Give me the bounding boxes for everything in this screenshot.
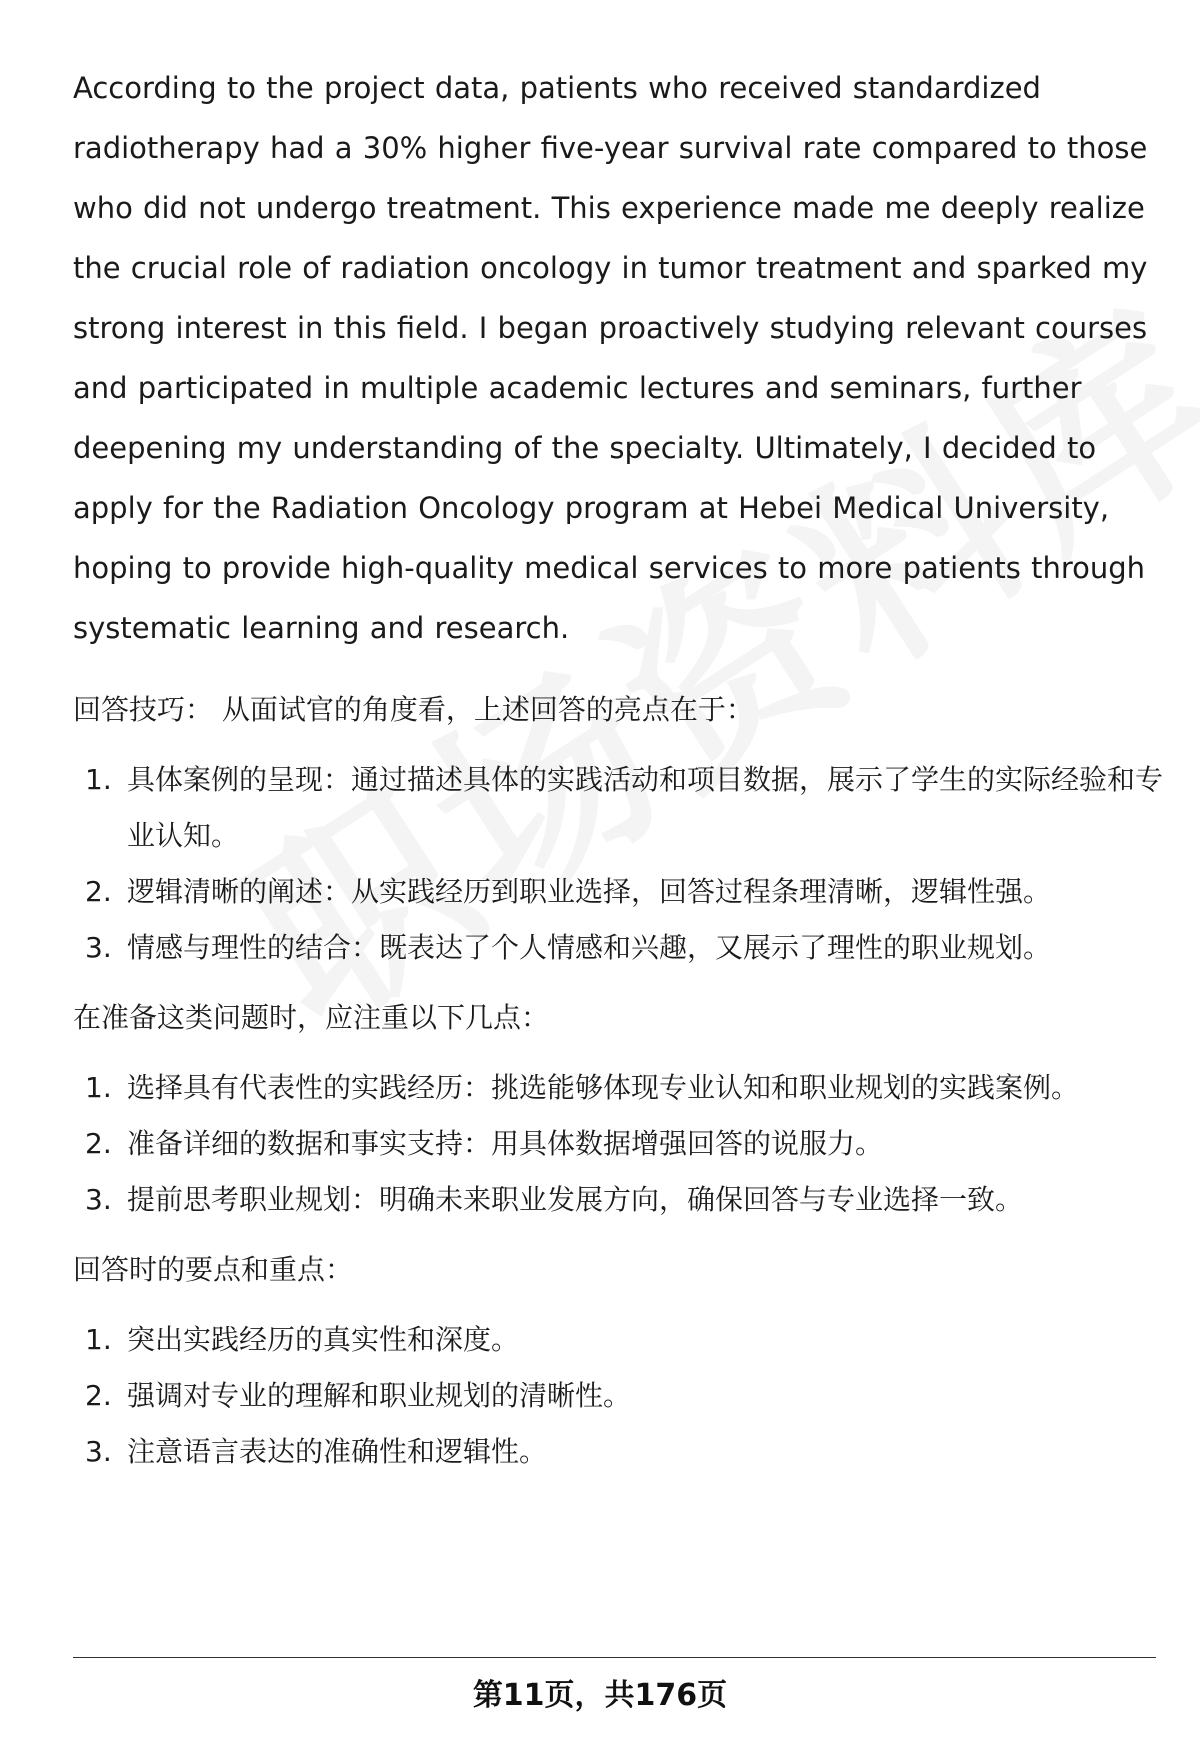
list-item-number: 2. (85, 1127, 112, 1160)
list-item-text: 逻辑清晰的阐述：从实践经历到职业选择，回答过程条理清晰，逻辑性强。 (127, 875, 1052, 908)
list-item-text: 选择具有代表性的实践经历：挑选能够体现专业认知和职业规划的实践案例。 (127, 1071, 1080, 1104)
list-item-text: 具体案例的呈现：通过描述具体的实践活动和项目数据，展示了学生的实际经验和专业认知。 (127, 763, 1164, 852)
list-item (73, 1116, 1163, 1172)
list-item-number: 3. (85, 931, 112, 964)
list-item-text: 准备详细的数据和事实支持：用具体数据增强回答的说服力。 (127, 1127, 884, 1160)
page-content (73, 58, 1163, 1480)
list-item-number: 3. (85, 1435, 112, 1468)
list-item (73, 752, 1163, 864)
list-item (73, 1368, 1163, 1424)
list-item (73, 1172, 1163, 1228)
list-item-number: 1. (85, 1323, 112, 1356)
prepare-heading: 在准备这类问题时，应注重以下几点： (73, 1001, 550, 1034)
list-item-number: 2. (85, 875, 112, 908)
key-points-list (73, 1312, 1163, 1480)
list-item (73, 1312, 1163, 1368)
list-item (73, 864, 1163, 920)
list-item-number: 3. (85, 1183, 112, 1216)
list-item (73, 1424, 1163, 1480)
tips-list (73, 752, 1163, 976)
list-item-number: 2. (85, 1379, 112, 1412)
page-number: 第11页，共176页 (472, 1678, 728, 1713)
footer-divider (73, 1657, 1156, 1658)
list-item (73, 920, 1163, 976)
list-item-text: 突出实践经历的真实性和深度。 (127, 1323, 520, 1356)
tips-heading: 回答技巧： 从面试官的角度看，上述回答的亮点在于： (73, 693, 754, 726)
intro-paragraph: According to the project data, patients who received standardized radiotherapy had a 30% higher five-year survival rate compared to those who did not undergo treatment. This experience made me deeply realize the crucial role of radiation oncology in tumor treatment and sparked my strong interest in this field. I began proactively studying relevant courses and participated in multiple academic lectures and seminars, further deepening my understanding of the specialty. Ultimately, I decided to apply for the Radiation Oncology program at Hebei Medical University, hoping to provide high-quality medical services to more patients through systematic learning and research. (73, 71, 1148, 645)
key-points-heading: 回答时的要点和重点： (73, 1253, 354, 1286)
list-item (73, 1060, 1163, 1116)
list-item-number: 1. (85, 763, 112, 796)
list-item-text: 强调对专业的理解和职业规划的清晰性。 (127, 1379, 632, 1412)
list-item-number: 1. (85, 1071, 112, 1104)
prepare-list (73, 1060, 1163, 1228)
list-item-text: 提前思考职业规划：明确未来职业发展方向，确保回答与专业选择一致。 (127, 1183, 1024, 1216)
list-item-text: 情感与理性的结合：既表达了个人情感和兴趣，又展示了理性的职业规划。 (127, 931, 1052, 964)
list-item-text: 注意语言表达的准确性和逻辑性。 (127, 1435, 548, 1468)
